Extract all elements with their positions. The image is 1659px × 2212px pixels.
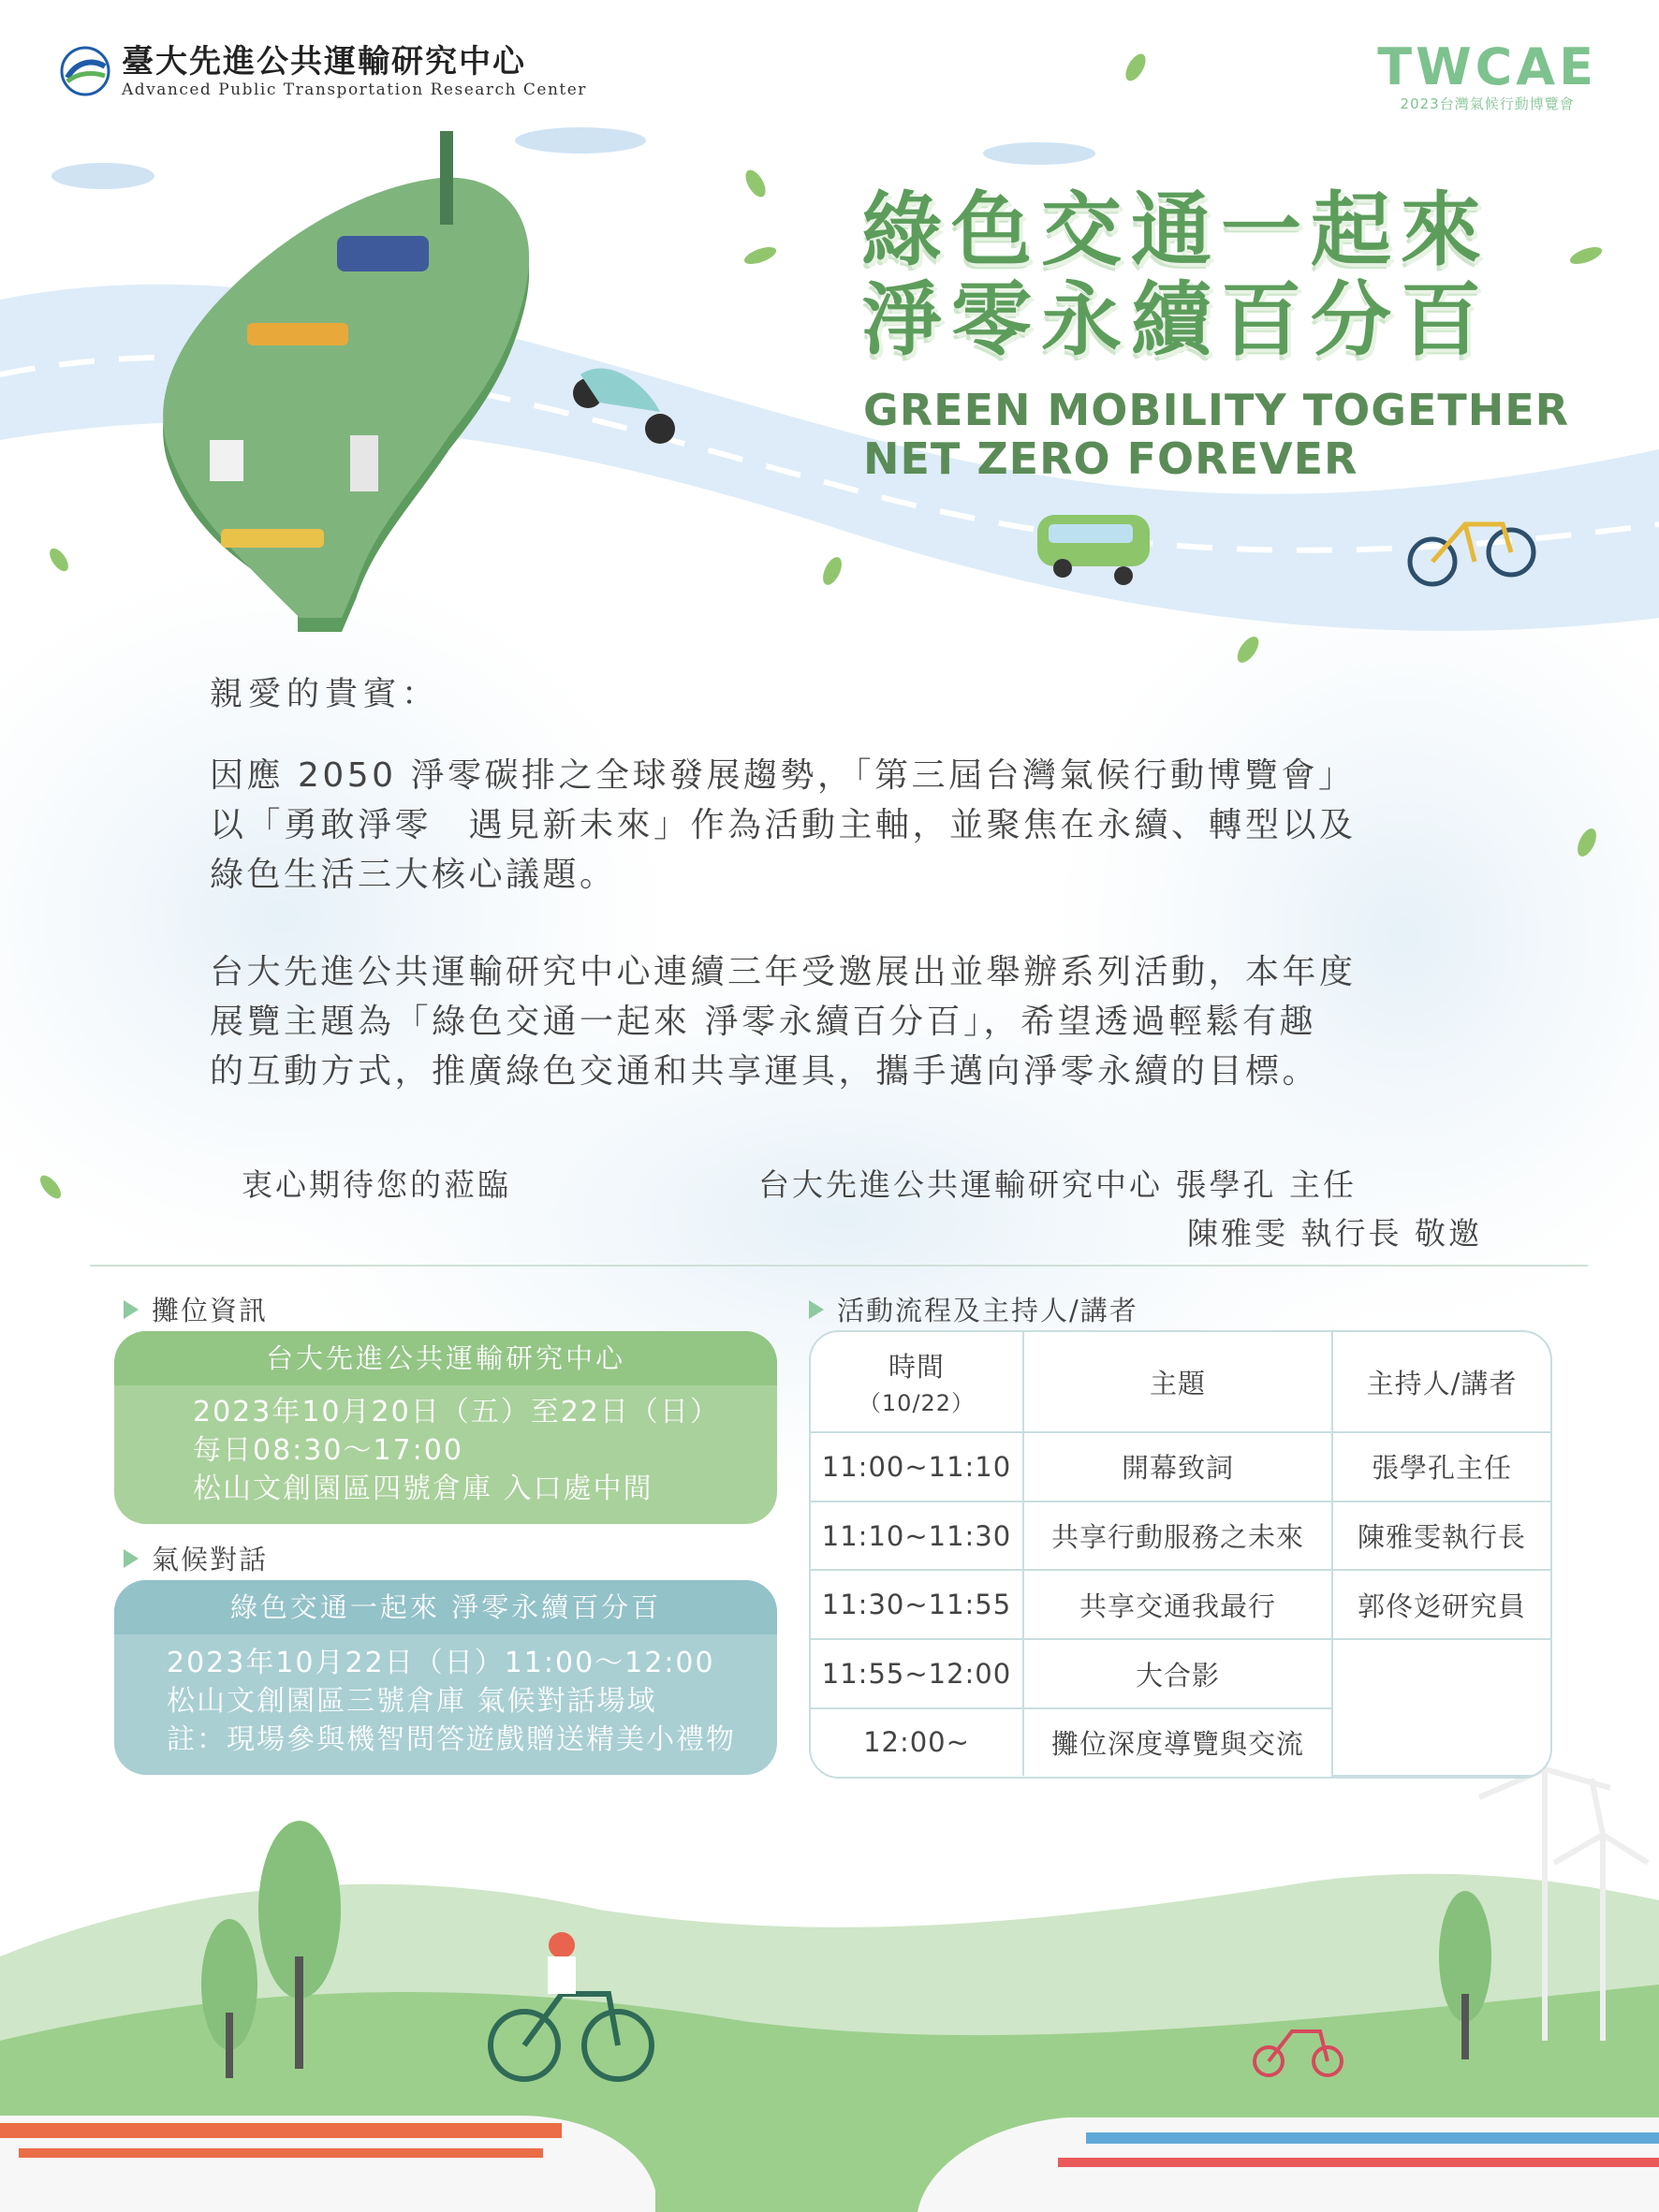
table-row [811,1502,1550,1571]
schedule-heading [809,1290,1138,1328]
paragraph-2 [210,947,1492,1096]
leaf-icon [818,552,846,590]
leaf-icon [1565,242,1607,270]
dialogue-info-box [114,1580,777,1775]
host-cell: 陳雅雯執行長 [1332,1502,1550,1571]
closing-line: 衷心期待您的蒞臨 [242,1166,511,1203]
booth-details [114,1385,777,1508]
time-cell: 11:55~12:00 [811,1639,1023,1708]
schedule-heading-label: 活動流程及主持人/講者 [837,1295,1138,1326]
booth-hours: 每日08:30～17:00 [193,1434,463,1467]
dialogue-location: 松山文創園區三號倉庫 氣候對話場域 [167,1685,657,1718]
booth-location: 松山文創園區四號倉庫 入口處中間 [193,1472,653,1505]
topic-cell: 共享行動服務之未來 [1023,1502,1332,1571]
twcae-wordmark: TWCAE [1377,37,1597,96]
topic-cell: 攤位深度導覽與交流 [1023,1708,1332,1776]
booth-heading [124,1290,268,1328]
greeting: 親愛的貴賓： [210,676,441,713]
triangle-bullet-icon [124,1549,139,1568]
paragraph-1 [210,751,1492,900]
leaf-icon [45,543,73,577]
header-time [811,1332,1023,1432]
leaf-icon [1573,824,1601,861]
paragraph-line: 的互動方式，推廣綠色交通和共享運具，攜手邁向淨零永續的目標。 [210,1052,1320,1091]
header-topic: 主題 [1023,1332,1332,1432]
time-cell: 12:00~ [811,1708,1023,1776]
time-cell: 11:00~11:10 [811,1432,1023,1502]
twcae-subtitle: 2023台灣氣候行動博覽會 [1400,95,1575,112]
paragraph-line: 因應 2050 淨零碳排之全球發展趨勢，「第三屆台灣氣候行動博覽會」 [210,756,1356,795]
table-row [811,1639,1550,1708]
signer-1: 台大先進公共運輸研究中心 張學孔 主任 [758,1166,1357,1203]
topic-cell: 開幕致詞 [1023,1432,1332,1502]
title-zh-line2: 淨零永續百分百 [861,273,1490,367]
time-cell: 11:10~11:30 [811,1502,1023,1571]
time-cell: 11:30~11:55 [811,1570,1023,1639]
topic-cell: 共享交通我最行 [1023,1570,1332,1639]
taiwan-map-illustration [163,131,529,632]
triangle-bullet-icon [809,1300,824,1319]
title-zh-line1: 綠色交通一起來 [861,183,1490,277]
leaf-icon [1234,631,1262,668]
dialogue-heading [124,1539,268,1577]
leaf-icon [1122,49,1150,86]
booth-date: 2023年10月20日（五）至22日（日） [193,1396,720,1428]
dialogue-title: 綠色交通一起來 淨零永續百分百 [114,1580,777,1634]
aptrc-badge-icon [58,44,112,98]
header-time-label: 時間 [888,1351,945,1383]
schedule-header-row [811,1332,1550,1432]
paragraph-line: 綠色生活三大核心議題。 [210,856,617,894]
topic-cell: 大合影 [1023,1639,1332,1708]
org-name-zh: 臺大先進公共運輸研究中心 [122,43,526,81]
table-row [811,1432,1550,1502]
leaf-icon [741,165,770,202]
twcae-logo [1377,37,1597,113]
host-cell: 張學孔主任 [1332,1432,1550,1502]
high-speed-train-right [918,2117,1659,2212]
booth-title: 台大先進公共運輸研究中心 [114,1331,777,1385]
host-cell [1332,1639,1550,1776]
table-row [811,1570,1550,1639]
host-cell: 郭佟彣研究員 [1332,1570,1550,1639]
org-name-en: Advanced Public Transportation Research Center [122,81,587,99]
dialogue-note: 註：現場參與機智問答遊戲贈送精美小禮物 [167,1723,736,1756]
aptrc-logo [58,43,587,99]
signer-2: 陳雅雯 執行長 敬邀 [1187,1215,1482,1252]
booth-info-box [114,1331,777,1524]
dialogue-date: 2023年10月22日（日）11:00～12:00 [167,1647,715,1679]
triangle-bullet-icon [124,1300,139,1319]
paragraph-line: 台大先進公共運輸研究中心連續三年受邀展出並舉辦系列活動，本年度 [210,953,1357,991]
header-time-date: （10/22） [858,1390,976,1416]
dialogue-heading-label: 氣候對話 [152,1544,269,1575]
paragraph-line: 展覽主題為「綠色交通一起來 淨零永續百分百」，希望透過輕鬆有趣 [210,1003,1316,1041]
booth-heading-label: 攤位資訊 [152,1295,269,1326]
schedule-table [809,1330,1552,1779]
header-host: 主持人/講者 [1332,1332,1550,1432]
section-divider [90,1265,1588,1267]
leaf-icon [740,242,781,270]
title-en-line2: NET ZERO FOREVER [863,433,1358,484]
paragraph-line: 以「勇敢淨零 遇見新未來」作為活動主軸，並聚焦在永續、轉型以及 [210,806,1357,844]
dialogue-details [114,1634,777,1759]
leaf-icon [34,1170,67,1204]
title-en-line1: GREEN MOBILITY TOGETHER [863,385,1570,435]
high-speed-train-left [0,2116,655,2212]
